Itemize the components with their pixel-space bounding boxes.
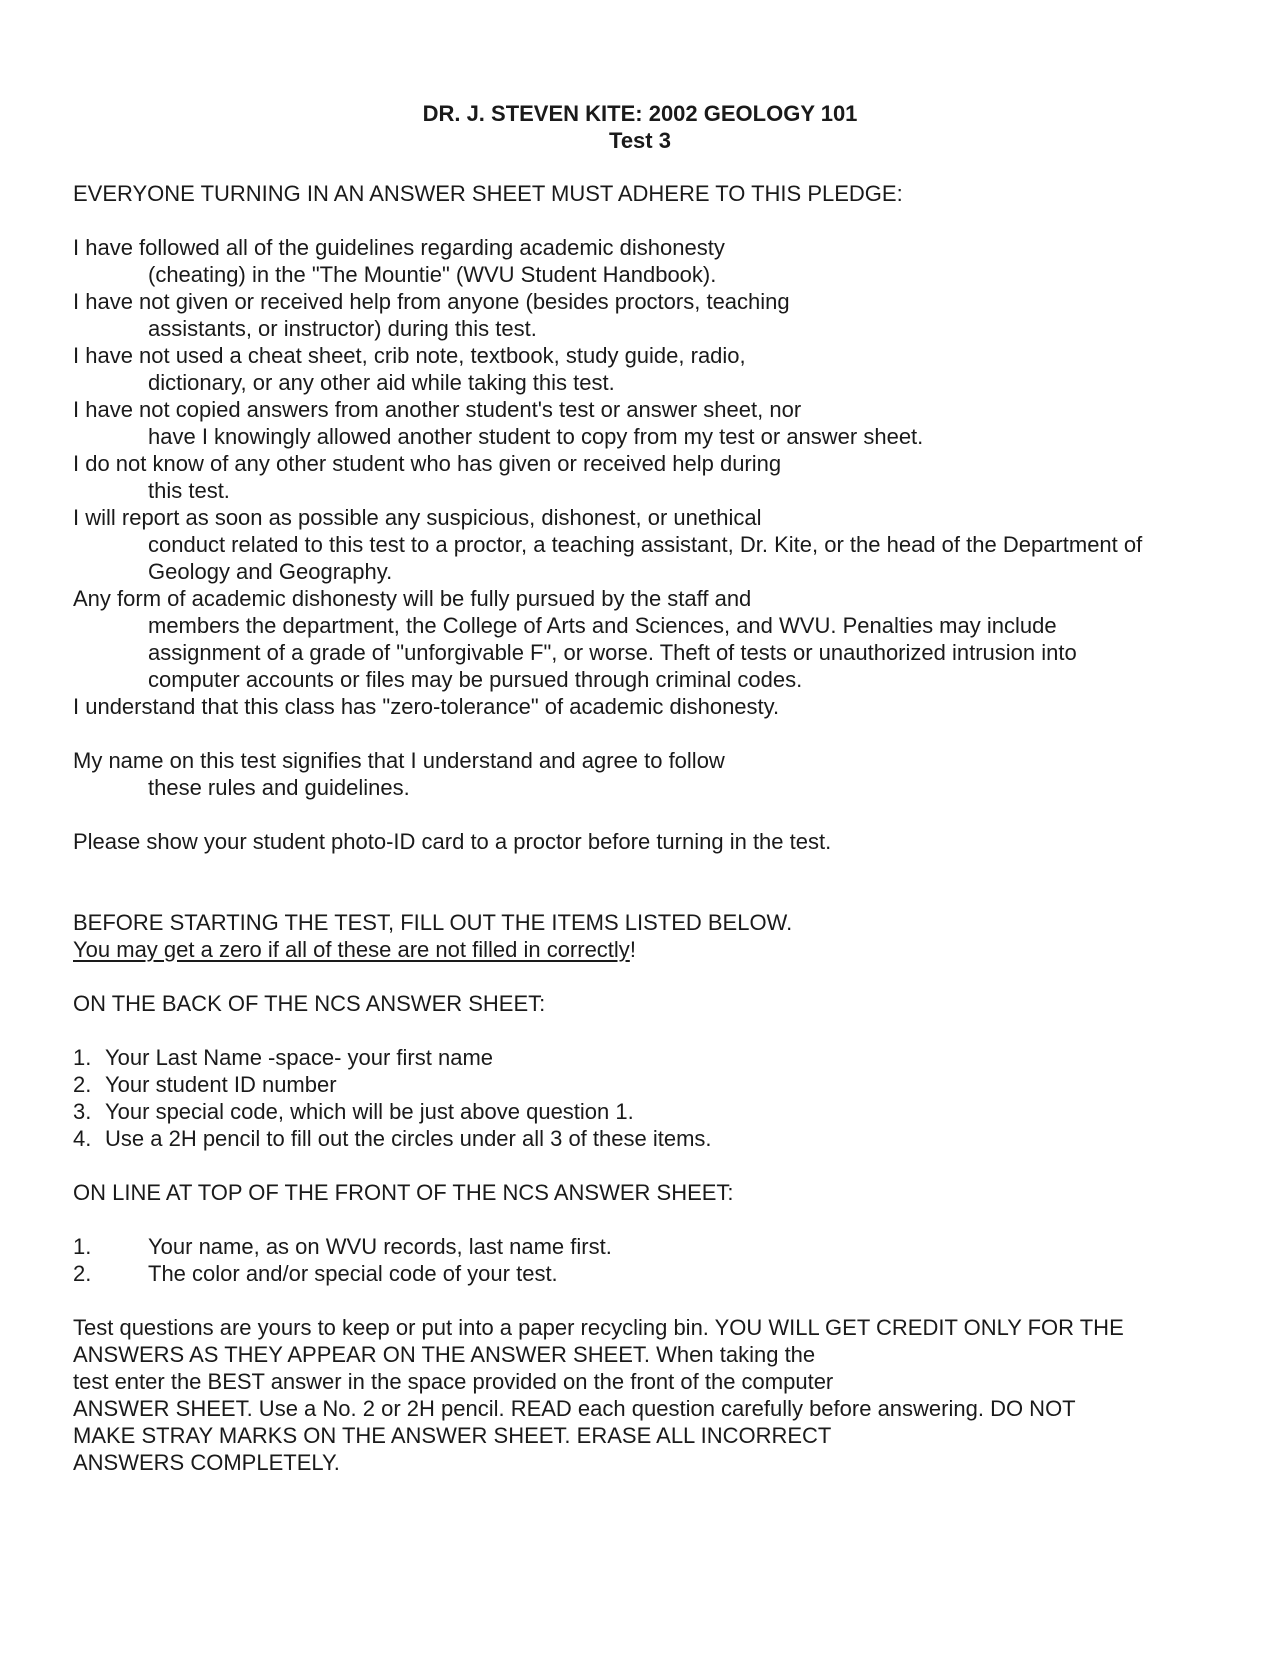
instructions-line: ANSWERS AS THEY APPEAR ON THE ANSWER SHEET. When taking the	[73, 1342, 816, 1367]
document-title: DR. J. STEVEN KITE: 2002 GEOLOGY 101	[422, 101, 858, 126]
agreement-statement-continued: these rules and guidelines.	[148, 775, 410, 800]
instructions-line: ANSWER SHEET. Use a No. 2 or 2H pencil. READ each question carefully before answering. DO NOT	[73, 1396, 1076, 1421]
document-subtitle: Test 3	[609, 128, 671, 153]
pledge-item-4: I have not copied answers from another student's test or answer sheet, nor	[73, 397, 802, 422]
front-item-2-number: 2.	[73, 1261, 92, 1286]
instructions-line: MAKE STRAY MARKS ON THE ANSWER SHEET. ERASE ALL INCORRECT	[73, 1423, 832, 1448]
back-item-4-number: 4.	[73, 1126, 92, 1151]
zero-warning-underlined: You may get a zero if all of these are not filled in correctly	[73, 937, 630, 962]
zero-warning	[73, 936, 636, 963]
pledge-item-5: I do not know of any other student who has given or received help during	[73, 451, 782, 476]
instructions-line: test enter the BEST answer in the space provided on the front of the computer	[73, 1369, 834, 1394]
pledge-item-5-continued: this test.	[148, 478, 230, 503]
zero-warning-end: !	[629, 937, 636, 962]
pledge-item-7: Any form of academic dishonesty will be fully pursued by the staff and	[73, 586, 752, 611]
pledge-heading: EVERYONE TURNING IN AN ANSWER SHEET MUST ADHERE TO THIS PLEDGE:	[73, 181, 903, 206]
pledge-item-1: I have followed all of the guidelines regarding academic dishonesty	[73, 235, 725, 260]
pledge-item-6-continued: conduct related to this test to a proctor, a teaching assistant, Dr. Kite, or the head of the Department of	[148, 532, 1143, 557]
front-item-1-number: 1.	[73, 1234, 92, 1259]
document-header	[0, 100, 1280, 154]
back-item-3: Your special code, which will be just above question 1.	[105, 1099, 634, 1124]
front-sheet-heading: ON LINE AT TOP OF THE FRONT OF THE NCS ANSWER SHEET:	[73, 1180, 734, 1205]
back-item-3-number: 3.	[73, 1099, 92, 1124]
pledge-item-8: I understand that this class has "zero-tolerance" of academic dishonesty.	[73, 694, 780, 719]
back-item-4: Use a 2H pencil to fill out the circles under all 3 of these items.	[105, 1126, 712, 1151]
front-item-2: The color and/or special code of your test.	[148, 1261, 558, 1286]
pledge-item-1-continued: (cheating) in the "The Mountie" (WVU Student Handbook).	[148, 262, 717, 287]
pledge-item-6-continued: Geology and Geography.	[148, 559, 393, 584]
back-item-1-number: 1.	[73, 1045, 92, 1070]
before-heading: BEFORE STARTING THE TEST, FILL OUT THE ITEMS LISTED BELOW.	[73, 910, 793, 935]
front-item-1: Your name, as on WVU records, last name first.	[148, 1234, 612, 1259]
photo-id-notice: Please show your student photo-ID card to a proctor before turning in the test.	[73, 829, 832, 854]
pledge-item-4-continued: have I knowingly allowed another student to copy from my test or answer sheet.	[148, 424, 924, 449]
pledge-item-7-continued: assignment of a grade of "unforgivable F", or worse. Theft of tests or unauthorized intrusion into	[148, 640, 1077, 665]
instructions-line: ANSWERS COMPLETELY.	[73, 1450, 340, 1475]
back-sheet-heading: ON THE BACK OF THE NCS ANSWER SHEET:	[73, 991, 546, 1016]
pledge-item-2: I have not given or received help from anyone (besides proctors, teaching	[73, 289, 790, 314]
back-item-2: Your student ID number	[105, 1072, 337, 1097]
agreement-statement: My name on this test signifies that I understand and agree to follow	[73, 748, 725, 773]
back-item-1: Your Last Name -space- your first name	[105, 1045, 494, 1070]
pledge-item-3: I have not used a cheat sheet, crib note, textbook, study guide, radio,	[73, 343, 746, 368]
pledge-item-7-continued: computer accounts or files may be pursued through criminal codes.	[148, 667, 803, 692]
pledge-item-7-continued: members the department, the College of Arts and Sciences, and WVU. Penalties may include	[148, 613, 1057, 638]
pledge-item-2-continued: assistants, or instructor) during this test.	[148, 316, 537, 341]
pledge-item-3-continued: dictionary, or any other aid while taking this test.	[148, 370, 615, 395]
back-item-2-number: 2.	[73, 1072, 92, 1097]
instructions-line: Test questions are yours to keep or put into a paper recycling bin. YOU WILL GET CREDIT ONLY FOR THE	[73, 1315, 1124, 1340]
pledge-item-6: I will report as soon as possible any suspicious, dishonest, or unethical	[73, 505, 762, 530]
